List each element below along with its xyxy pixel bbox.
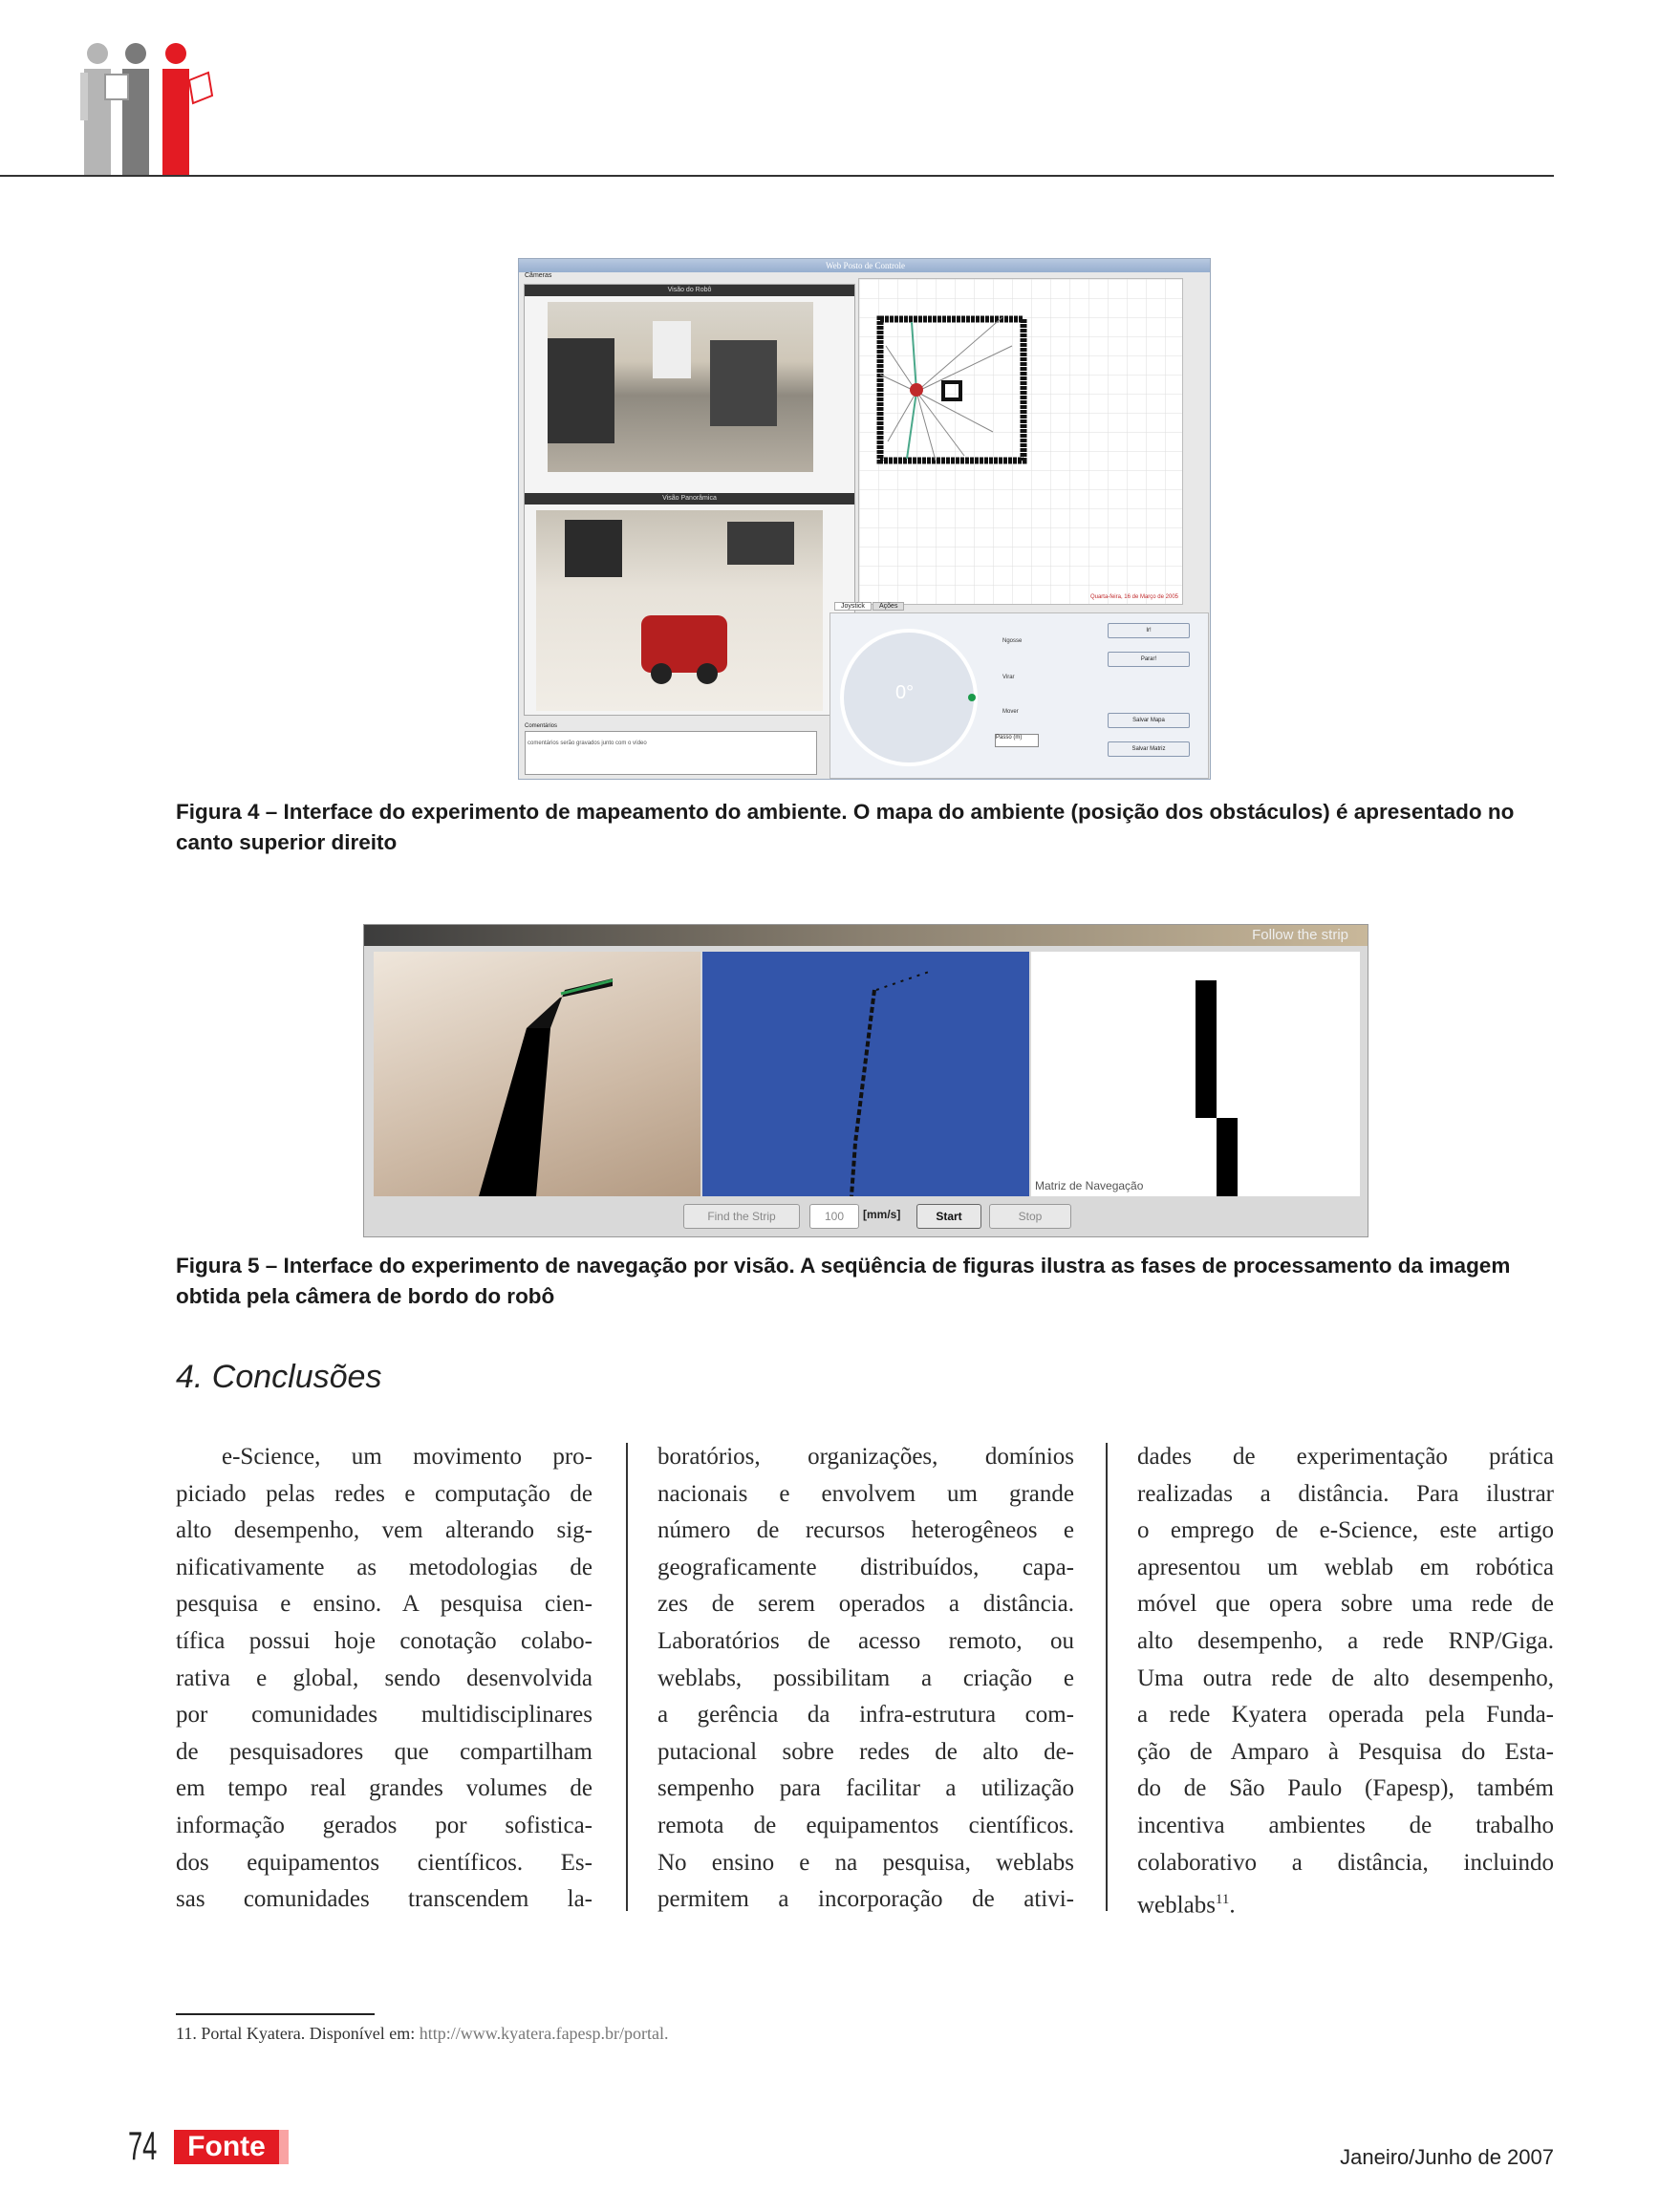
page-number: 74 xyxy=(128,2123,158,2168)
save-map-button[interactable]: Salvar Mapa xyxy=(1108,713,1190,728)
column-divider xyxy=(626,1443,628,1911)
column-2-line: putacional sobre redes de alto de- xyxy=(657,1738,1074,1765)
cameras-label: Câmeras xyxy=(525,272,552,279)
panoramic-view-label: Visão Panorâmica xyxy=(525,493,854,505)
column-1-line: em tempo real grandes volumes de xyxy=(176,1775,592,1802)
column-1-line: nificativamente as metodologias de xyxy=(176,1554,592,1580)
panoramic-camera-image xyxy=(536,510,823,711)
column-3-line: weblabs xyxy=(1137,1892,1216,1919)
stop-button[interactable]: Parar! xyxy=(1108,652,1190,667)
column-3-line: móvel que opera sobre uma rede de xyxy=(1137,1591,1554,1618)
column-3-line: Uma outra rede de alto desempenho, xyxy=(1137,1664,1554,1691)
speed-unit: [mm/s] xyxy=(863,1208,901,1221)
column-1-line: de pesquisadores que compartilham xyxy=(176,1738,592,1765)
figure-4-caption: Figura 4 – Interface do experimento de mapeamento do ambiente. O mapa do ambiente (posição dos obstáculos) é apresentado no canto superior direito xyxy=(176,800,1515,854)
save-matrix-button[interactable]: Salvar Matriz xyxy=(1108,741,1190,757)
footnote-text: 11. Portal Kyatera. Disponível em: xyxy=(176,2024,420,2043)
column-2-line: número de recursos heterogêneos e xyxy=(657,1517,1074,1544)
figure-5-screenshot xyxy=(363,924,1368,1237)
go-button[interactable]: Ir! xyxy=(1108,623,1190,638)
body-column-1 xyxy=(176,1439,592,1919)
column-2-line: weblabs, possibilitam a criação e xyxy=(657,1664,1074,1691)
start-button[interactable]: Start xyxy=(916,1204,981,1229)
column-3-line: dades de experimentação prática xyxy=(1137,1444,1554,1470)
header-logo-icon xyxy=(76,40,220,176)
column-2-line: sempenho para facilitar a utilização xyxy=(657,1775,1074,1802)
header-rule xyxy=(0,175,1554,177)
column-3-line: a rede Kyatera operada pela Funda- xyxy=(1137,1702,1554,1729)
column-1-line: sas comunidades transcendem la- xyxy=(176,1886,592,1913)
tab-actions[interactable]: Ações xyxy=(873,602,904,611)
step-select[interactable]: Passo (m) xyxy=(995,734,1039,747)
speed-select[interactable]: 100 xyxy=(809,1204,859,1229)
fonte-logo: Fonte xyxy=(174,2130,289,2164)
column-3-line: ção de Amparo à Pesquisa do Esta- xyxy=(1137,1738,1554,1765)
column-3-line: incentiva ambientes de trabalho xyxy=(1137,1812,1554,1838)
camera-frame-image xyxy=(374,952,700,1196)
column-3-line: apresentou um weblab em robótica xyxy=(1137,1554,1554,1580)
comments-label: Comentários xyxy=(525,723,558,729)
figure-5-caption: Figura 5 – Interface do experimento de navegação por visão. A seqüência de figuras ilustra as fases de processamento da imagem obtida pela câmera de bordo do robô xyxy=(176,1254,1511,1308)
column-1-line: e-Science, um movimento pro- xyxy=(222,1444,592,1470)
column-divider xyxy=(1106,1443,1108,1911)
comments-field[interactable] xyxy=(525,731,817,775)
column-2-line: a gerência da infra-estrutura com- xyxy=(657,1702,1074,1729)
figure-5-window-title: Follow the strip xyxy=(1252,927,1348,943)
comments-text: comentários serão gravados junto com o vídeo xyxy=(528,741,647,746)
column-1-line: rativa e global, sendo desenvolvida xyxy=(176,1664,592,1691)
column-2-line: permitem a incorporação de ativi- xyxy=(657,1886,1074,1913)
column-2-line: zes de serem operados a distância. xyxy=(657,1591,1074,1618)
figure-4-window-title: Web Posto de Controle xyxy=(519,259,1211,272)
stop-strip-button[interactable]: Stop xyxy=(989,1204,1071,1229)
radio-option-1[interactable]: Ngosse xyxy=(1002,638,1023,644)
column-2-line: remota de equipamentos científicos. xyxy=(657,1812,1074,1838)
issue-date: Janeiro/Junho de 2007 xyxy=(1340,2145,1554,2169)
column-1-line: informação gerados por sofistica- xyxy=(176,1812,592,1838)
figure-5-titlebar xyxy=(364,925,1368,946)
column-1-line: por comunidades multidisciplinares xyxy=(176,1702,592,1729)
column-2-line: nacionais e envolvem um grande xyxy=(657,1480,1074,1507)
column-2-line: Laboratórios de acesso remoto, ou xyxy=(657,1627,1074,1654)
section-title: 4. Conclusões xyxy=(176,1359,382,1395)
cameras-panel xyxy=(524,284,855,716)
column-2-line: No ensino e na pesquisa, weblabs xyxy=(657,1849,1074,1876)
column-3-last-line: weblabs$^{11}$. xyxy=(1137,1892,1236,1919)
joystick-dial[interactable] xyxy=(840,629,978,766)
robot-camera-image xyxy=(548,302,813,472)
find-strip-button[interactable]: Find the Strip xyxy=(683,1204,800,1229)
segmented-frame-image xyxy=(702,952,1029,1196)
footnote-reference[interactable]: 11 xyxy=(1215,1892,1230,1908)
column-1-line: dos equipamentos científicos. Es- xyxy=(176,1849,592,1876)
nav-matrix-label: Matriz de Navegação xyxy=(1035,1179,1144,1192)
column-1-line: tífica possui hoje conotação colabo- xyxy=(176,1627,592,1654)
column-3-line: o emprego de e-Science, este artigo xyxy=(1137,1517,1554,1544)
environment-map xyxy=(858,278,1183,605)
radio-option-2[interactable]: Virar xyxy=(1002,675,1015,680)
joystick-angle: 0° xyxy=(895,682,915,703)
footnote-link[interactable]: http://www.kyatera.fapesp.br/portal. xyxy=(419,2024,669,2043)
column-1-line: piciado pelas redes e computação de xyxy=(176,1480,592,1507)
control-panel xyxy=(830,603,1209,779)
column-1-line: alto desempenho, vem alterando sig- xyxy=(176,1517,592,1544)
column-3-line: colaborativo a distância, incluindo xyxy=(1137,1849,1554,1876)
column-3-line: realizadas a distância. Para ilustrar xyxy=(1137,1480,1554,1507)
radio-option-3[interactable]: Mover xyxy=(1002,709,1019,715)
figure-4-screenshot xyxy=(518,258,1211,780)
column-2-line: geograficamente distribuídos, capa- xyxy=(657,1554,1074,1580)
navigation-matrix-image xyxy=(1031,952,1360,1196)
tab-joystick[interactable]: Joystick xyxy=(834,602,872,611)
column-3-line: do de São Paulo (Fapesp), também xyxy=(1137,1775,1554,1802)
body-column-2 xyxy=(657,1439,1074,1919)
footnote-rule xyxy=(176,2013,375,2015)
column-1-line: pesquisa e ensino. A pesquisa cien- xyxy=(176,1591,592,1618)
joystick-handle-icon[interactable] xyxy=(968,694,976,701)
footnote xyxy=(176,2024,669,2044)
column-3-line: alto desempenho, a rede RNP/Giga. xyxy=(1137,1627,1554,1654)
body-column-3 xyxy=(1137,1439,1554,1924)
robot-icon xyxy=(641,615,727,673)
robot-view-label: Visão do Robô xyxy=(525,285,854,296)
map-date: Quarta-feira, 16 de Março de 2005 xyxy=(1089,594,1178,600)
column-2-line: boratórios, organizações, domínios xyxy=(657,1444,1074,1470)
